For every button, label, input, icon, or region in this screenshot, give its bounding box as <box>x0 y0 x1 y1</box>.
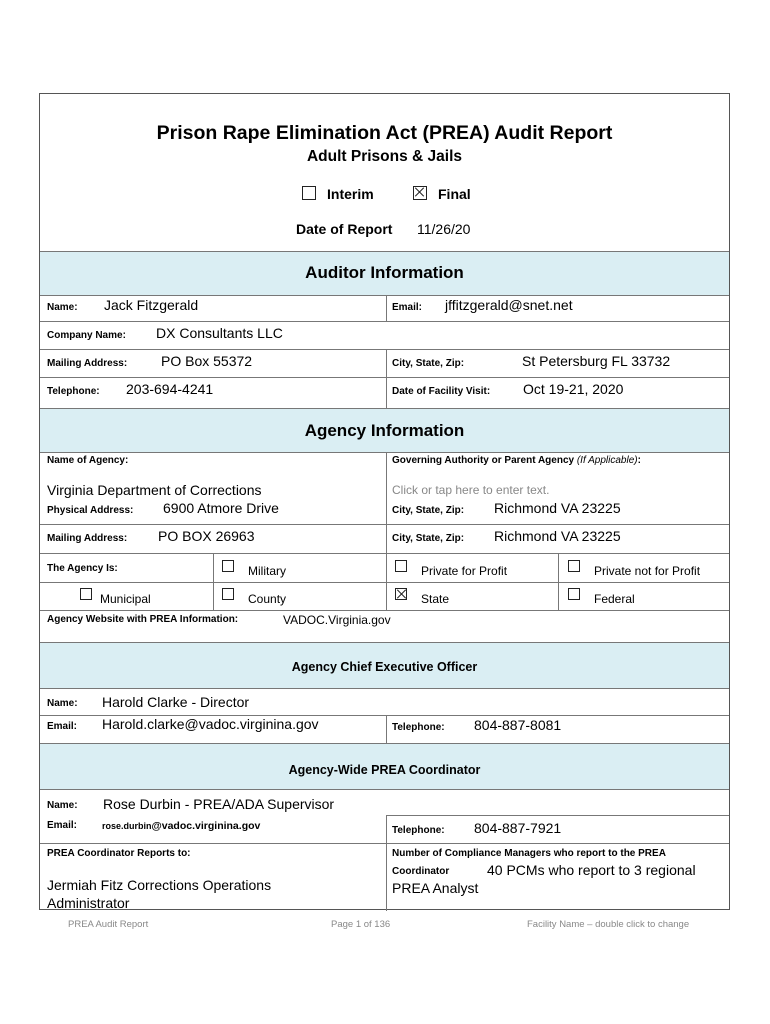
coordinator-email[interactable]: rose.durbin@vadoc.virginina.gov <box>102 820 261 832</box>
agency-type-label: The Agency Is: <box>47 563 118 574</box>
federal-label: Federal <box>594 592 635 606</box>
ceo-name-label: Name: <box>47 698 78 709</box>
date-of-report-value[interactable]: 11/26/20 <box>417 221 471 237</box>
coordinator-phone[interactable]: 804-887-7921 <box>474 820 562 836</box>
reports-to-label: PREA Coordinator Reports to: <box>47 848 191 859</box>
facility-visit[interactable]: Oct 19-21, 2020 <box>523 381 624 397</box>
governing-authority-label: Governing Authority or Parent Agency (If Applicable): <box>392 455 641 466</box>
county-checkbox[interactable] <box>222 588 234 600</box>
auditor-email-label: Email: <box>392 302 423 313</box>
municipal-checkbox[interactable] <box>80 588 92 600</box>
private-nonprofit-checkbox[interactable] <box>568 560 580 572</box>
state-label: State <box>421 592 450 606</box>
agency-website-label: Agency Website with PREA Information: <box>47 614 239 625</box>
coordinator-name[interactable]: Rose Durbin - PREA/ADA Supervisor <box>103 796 335 812</box>
federal-checkbox[interactable] <box>568 588 580 600</box>
agency-website[interactable]: VADOC.Virginia.gov <box>283 613 391 627</box>
footer-left: PREA Audit Report <box>68 919 149 930</box>
ceo-phone[interactable]: 804-887-8081 <box>474 717 562 733</box>
final-checkbox[interactable] <box>413 186 427 200</box>
agency-name-label: Name of Agency: <box>47 455 129 466</box>
agency-mailing-csz[interactable]: Richmond VA 23225 <box>494 528 621 544</box>
company-name[interactable]: DX Consultants LLC <box>156 325 283 341</box>
auditor-phone[interactable]: 203-694-4241 <box>126 381 214 397</box>
report-subtitle: Adult Prisons & Jails <box>306 148 463 165</box>
compliance-managers-label-2: Coordinator <box>392 866 450 877</box>
auditor-csz[interactable]: St Petersburg FL 33732 <box>522 353 671 369</box>
facility-visit-label: Date of Facility Visit: <box>392 386 491 397</box>
private-profit-checkbox[interactable] <box>395 560 407 572</box>
physical-csz[interactable]: Richmond VA 23225 <box>494 500 621 516</box>
agency-section-title: Agency Information <box>304 421 465 440</box>
auditor-mailing-label: Mailing Address: <box>47 358 128 369</box>
ceo-name[interactable]: Harold Clarke - Director <box>102 694 250 710</box>
agency-name[interactable]: Virginia Department of Corrections <box>47 482 262 498</box>
final-label: Final <box>438 186 471 202</box>
auditor-phone-label: Telephone: <box>47 386 100 397</box>
governing-authority-input[interactable]: Click or tap here to enter text. <box>392 483 550 497</box>
agency-mailing[interactable]: PO BOX 26963 <box>158 528 255 544</box>
coordinator-section-title: Agency-Wide PREA Coordinator <box>288 763 481 777</box>
company-name-label: Company Name: <box>47 330 126 341</box>
ceo-phone-label: Telephone: <box>392 722 445 733</box>
military-checkbox[interactable] <box>222 560 234 572</box>
ceo-section-title: Agency Chief Executive Officer <box>291 660 478 674</box>
governing-note: (If Applicable) <box>576 455 638 466</box>
physical-address[interactable]: 6900 Atmore Drive <box>163 500 279 516</box>
footer-page-number: Page 1 of 136 <box>331 919 391 930</box>
auditor-name-label: Name: <box>47 302 78 313</box>
interim-label: Interim <box>327 186 374 202</box>
private-profit-label: Private for Profit <box>421 564 508 578</box>
ceo-email-label: Email: <box>47 721 78 732</box>
reports-to-line1[interactable]: Jermiah Fitz Corrections Operations <box>47 877 272 893</box>
report-page <box>39 93 730 910</box>
report-title: Prison Rape Elimination Act (PREA) Audit Report <box>156 122 613 144</box>
state-checkbox[interactable] <box>395 588 407 600</box>
compliance-managers-line1[interactable]: 40 PCMs who report to 3 regional <box>487 862 696 878</box>
date-of-report-label: Date of Report <box>296 221 393 237</box>
coordinator-name-label: Name: <box>47 800 78 811</box>
auditor-email[interactable]: jffitzgerald@snet.net <box>445 297 573 313</box>
coordinator-email-label: Email: <box>47 820 78 831</box>
agency-mailing-label: Mailing Address: <box>47 533 128 544</box>
military-label: Military <box>248 564 286 578</box>
physical-address-label: Physical Address: <box>47 505 134 516</box>
physical-csz-label: City, State, Zip: <box>392 505 465 516</box>
auditor-section-title: Auditor Information <box>305 263 464 282</box>
county-label: County <box>248 592 287 606</box>
ceo-email[interactable]: Harold.clarke@vadoc.virginina.gov <box>102 716 319 732</box>
compliance-managers-label: Number of Compliance Managers who report to the PREA <box>392 848 666 859</box>
interim-checkbox[interactable] <box>302 186 316 200</box>
private-nonprofit-label: Private not for Profit <box>594 564 701 578</box>
reports-to-line2[interactable]: Administrator <box>47 895 130 911</box>
auditor-name[interactable]: Jack Fitzgerald <box>104 297 199 313</box>
coordinator-phone-label: Telephone: <box>392 825 445 836</box>
compliance-managers-line2[interactable]: PREA Analyst <box>392 880 479 896</box>
auditor-csz-label: City, State, Zip: <box>392 358 465 369</box>
municipal-label: Municipal <box>100 592 151 606</box>
footer-facility-name[interactable]: Facility Name – double click to change <box>527 919 690 930</box>
agency-mailing-csz-label: City, State, Zip: <box>392 533 465 544</box>
auditor-mailing[interactable]: PO Box 55372 <box>161 353 253 369</box>
